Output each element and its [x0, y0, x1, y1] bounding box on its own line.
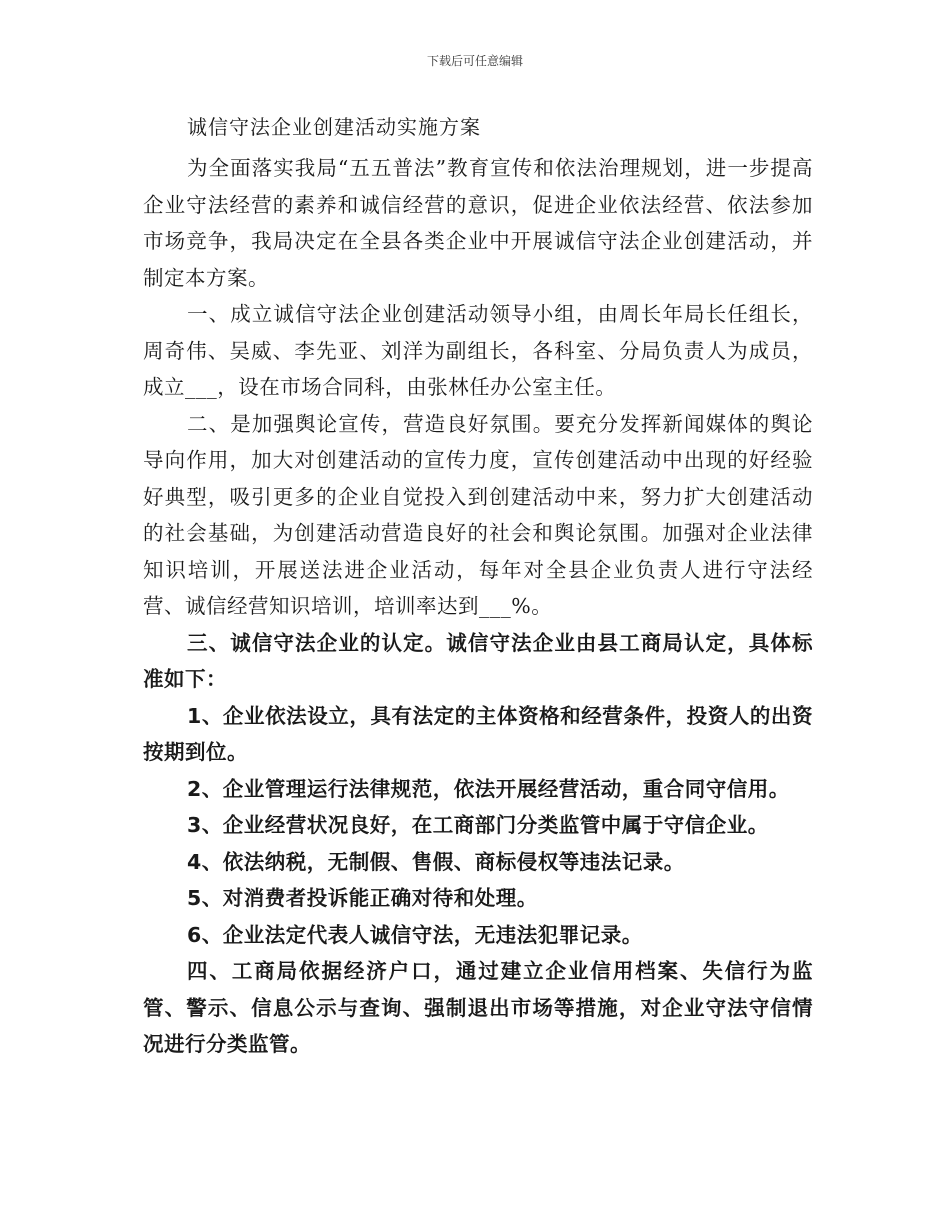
criterion-6: 6、企业法定代表人诚信守法，无违法犯罪记录。 — [187, 922, 643, 947]
criterion-2: 2、企业管理运行法律规范，依法开展经营活动，重合同守信用。 — [187, 776, 790, 801]
criterion-1: 1、企业依法设立，具有法定的主体资格和经营条件，投资人的出资按期到位。 — [143, 703, 813, 764]
section-1-paragraph: 一、成立诚信守法企业创建活动领导小组，由周长年局长任组长，周奇伟、吴威、李先亚、刘洋为副组长，各科室、分局负责人为成员，成立___，设在市场合同科，由张林任办公室主任。 — [143, 302, 813, 399]
section-4-paragraph: 四、工商局依据经济户口，通过建立企业信用档案、失信行为监管、警示、信息公示与查询、强制退出市场等措施，对企业守法守信情况进行分类监管。 — [143, 959, 813, 1056]
criterion-4: 4、依法纳税，无制假、售假、商标侵权等违法记录。 — [187, 849, 685, 874]
criterion-5: 5、对消费者投诉能正确对待和处理。 — [187, 886, 538, 910]
section-3-paragraph: 三、诚信守法企业的认定。诚信守法企业由县工商局认定，具体标准如下： — [143, 630, 813, 691]
document-body — [143, 110, 813, 1063]
criterion-3: 3、企业经营状况良好，在工商部门分类监管中属于守信企业。 — [187, 813, 769, 837]
document-title: 诚信守法企业创建活动实施方案 — [187, 115, 481, 139]
section-2-paragraph: 二、是加强舆论宣传，营造良好氛围。要充分发挥新闻媒体的舆论导向作用，加大对创建活动的宣传力度，宣传创建活动中出现的好经验好典型，吸引更多的企业自觉投入到创建活动中来，努力扩大创建活动的社会基础，为创建活动营造良好的社会和舆论氛围。加强对企业法律知识培训，开展送法进企业活动，每年对全县企业负责人进行守法经营、诚信经营知识培训，培训率达到___%。 — [143, 411, 813, 618]
intro-paragraph: 为全面落实我局“五五普法”教育宣传和依法治理规划，进一步提高企业守法经营的素养和诚信经营的意识，促进企业依法经营、依法参加市场竞争，我局决定在全县各类企业中开展诚信守法企业创建活动，并制定本方案。 — [143, 156, 813, 290]
page-header: 下载后可任意编辑 — [426, 54, 523, 68]
